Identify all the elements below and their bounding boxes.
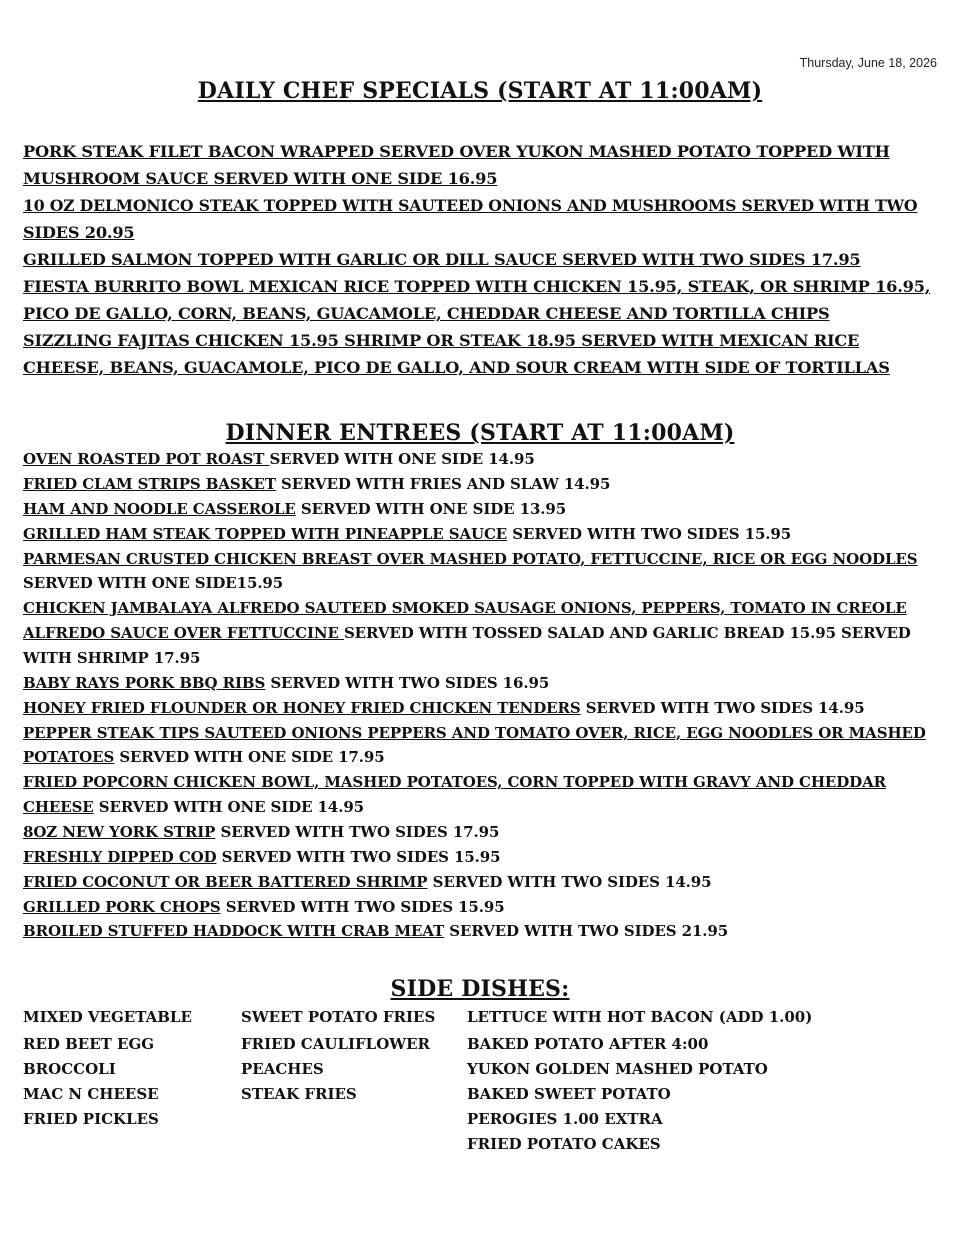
sides-title: SIDE DISHES:	[390, 976, 570, 1002]
entree-name: FRIED CLAM STRIPS BASKET	[23, 475, 276, 493]
side-item: BAKED POTATO AFTER 4:00	[467, 1035, 709, 1053]
entree-detail: SERVED WITH ONE SIDE 14.95	[93, 798, 365, 816]
entree-line	[23, 525, 930, 543]
entree-name: FRIED COCONUT OR BEER BATTERED SHRIMP	[23, 873, 428, 891]
entree-name: CHICKEN JAMBALAYA ALFREDO SAUTEED SMOKED SAUSAGE ONIONS, PEPPERS, TOMATO IN CREOLE	[23, 599, 907, 617]
specials-line: SIDES 20.95	[23, 223, 135, 242]
entree-detail: SERVED WITH TWO SIDES 17.95	[215, 823, 500, 841]
specials-line: CHEESE, BEANS, GUACAMOLE, PICO DE GALLO, AND SOUR CREAM WITH SIDE OF TORTILLAS	[23, 358, 890, 377]
entree-name: ALFREDO SAUCE OVER FETTUCCINE	[23, 624, 344, 642]
side-item: FRIED POTATO CAKES	[467, 1135, 661, 1153]
entree-name: FRESHLY DIPPED COD	[23, 848, 217, 866]
entree-name: 8OZ NEW YORK STRIP	[23, 823, 216, 841]
side-item: BROCCOLI	[23, 1060, 116, 1078]
entree-detail: SERVED WITH TWO SIDES 16.95	[265, 674, 550, 692]
entree-line	[23, 748, 930, 766]
side-item: PEACHES	[241, 1060, 324, 1078]
entree-line	[23, 922, 930, 940]
entree-name: GRILLED HAM STEAK TOPPED WITH PINEAPPLE SAUCE	[23, 525, 508, 543]
entree-detail: SERVED WITH ONE SIDE 14.95	[269, 450, 535, 468]
side-item: RED BEET EGG	[23, 1035, 155, 1053]
entree-line	[23, 873, 930, 891]
entree-detail: SERVED WITH TWO SIDES 21.95	[444, 922, 729, 940]
side-item: FRIED CAULIFLOWER	[241, 1035, 431, 1053]
entree-name: HAM AND NOODLE CASSEROLE	[23, 500, 296, 518]
side-item: LETTUCE WITH HOT BACON (ADD 1.00)	[467, 1008, 813, 1026]
entree-detail: SERVED WITH FRIES AND SLAW 14.95	[275, 475, 611, 493]
side-item: SWEET POTATO FRIES	[241, 1008, 436, 1026]
specials-line: PORK STEAK FILET BACON WRAPPED SERVED OVER YUKON MASHED POTATO TOPPED WITH	[23, 142, 890, 161]
entree-line	[23, 624, 930, 642]
entree-line	[23, 773, 930, 791]
entree-detail: SERVED WITH TWO SIDES 15.95	[220, 898, 505, 916]
specials-title: DAILY CHEF SPECIALS (START AT 11:00AM)	[197, 78, 763, 104]
entree-detail: SERVED WITH ONE SIDE 13.95	[295, 500, 567, 518]
side-item: PEROGIES 1.00 EXTRA	[467, 1110, 663, 1128]
entree-detail: SERVED WITH TWO SIDES 15.95	[216, 848, 501, 866]
entree-line	[23, 674, 930, 692]
entree-line	[23, 649, 930, 667]
side-item: STEAK FRIES	[241, 1085, 357, 1103]
side-item: YUKON GOLDEN MASHED POTATO	[467, 1060, 768, 1078]
specials-line: SIZZLING FAJITAS CHICKEN 15.95 SHRIMP OR STEAK 18.95 SERVED WITH MEXICAN RICE	[23, 331, 860, 350]
entree-detail: SERVED WITH TWO SIDES 14.95	[427, 873, 712, 891]
entree-line	[23, 550, 930, 568]
entree-line	[23, 450, 930, 468]
side-item: BAKED SWEET POTATO	[467, 1085, 671, 1103]
specials-line: 10 OZ DELMONICO STEAK TOPPED WITH SAUTEED ONIONS AND MUSHROOMS SERVED WITH TWO	[23, 196, 918, 215]
entree-name: OVEN ROASTED POT ROAST	[23, 450, 270, 468]
entree-name: PEPPER STEAK TIPS SAUTEED ONIONS PEPPERS AND TOMATO OVER, RICE, EGG NOODLES OR MASHED	[23, 724, 926, 742]
entree-detail: SERVED WITH ONE SIDE15.95	[23, 574, 284, 592]
side-item: MAC N CHEESE	[23, 1085, 159, 1103]
entree-name: BABY RAYS PORK BBQ RIBS	[23, 674, 266, 692]
specials-line: GRILLED SALMON TOPPED WITH GARLIC OR DILL SAUCE SERVED WITH TWO SIDES 17.95	[23, 250, 861, 269]
specials-line: MUSHROOM SAUCE SERVED WITH ONE SIDE 16.95	[23, 169, 498, 188]
entrees-title: DINNER ENTREES (START AT 11:00AM)	[225, 420, 735, 446]
entree-name: POTATOES	[23, 748, 115, 766]
entree-line	[23, 699, 930, 717]
entree-line	[23, 898, 930, 916]
entree-detail: SERVED WITH TOSSED SALAD AND GARLIC BREAD 15.95 SERVED	[343, 624, 911, 642]
entree-line	[23, 599, 930, 617]
entree-line	[23, 475, 930, 493]
entree-line	[23, 574, 930, 592]
side-item: MIXED VEGETABLE	[23, 1008, 192, 1026]
print-date: Thursday, June 18, 2026	[799, 56, 937, 70]
entree-line	[23, 798, 930, 816]
specials-line: PICO DE GALLO, CORN, BEANS, GUACAMOLE, CHEDDAR CHEESE AND TORTILLA CHIPS	[23, 304, 830, 323]
entree-name: PARMESAN CRUSTED CHICKEN BREAST OVER MASHED POTATO, FETTUCCINE, RICE OR EGG NOODLES	[23, 550, 918, 568]
side-item: FRIED PICKLES	[23, 1110, 159, 1128]
entree-name: FRIED POPCORN CHICKEN BOWL, MASHED POTATOES, CORN TOPPED WITH GRAVY AND CHEDDAR	[23, 773, 886, 791]
entree-detail: SERVED WITH TWO SIDES 14.95	[580, 699, 865, 717]
entree-line	[23, 848, 930, 866]
entree-detail: WITH SHRIMP 17.95	[23, 649, 201, 667]
entree-line	[23, 500, 930, 518]
entree-name: GRILLED PORK CHOPS	[23, 898, 221, 916]
entree-detail: SERVED WITH TWO SIDES 15.95	[507, 525, 792, 543]
entree-name: HONEY FRIED FLOUNDER OR HONEY FRIED CHICKEN TENDERS	[23, 699, 581, 717]
entree-name: BROILED STUFFED HADDOCK WITH CRAB MEAT	[23, 922, 445, 940]
entree-detail: SERVED WITH ONE SIDE 17.95	[114, 748, 385, 766]
entree-name: CHEESE	[23, 798, 94, 816]
entree-line	[23, 823, 930, 841]
specials-line: FIESTA BURRITO BOWL MEXICAN RICE TOPPED WITH CHICKEN 15.95, STEAK, OR SHRIMP 16.95,	[23, 277, 931, 296]
entree-line	[23, 724, 930, 742]
